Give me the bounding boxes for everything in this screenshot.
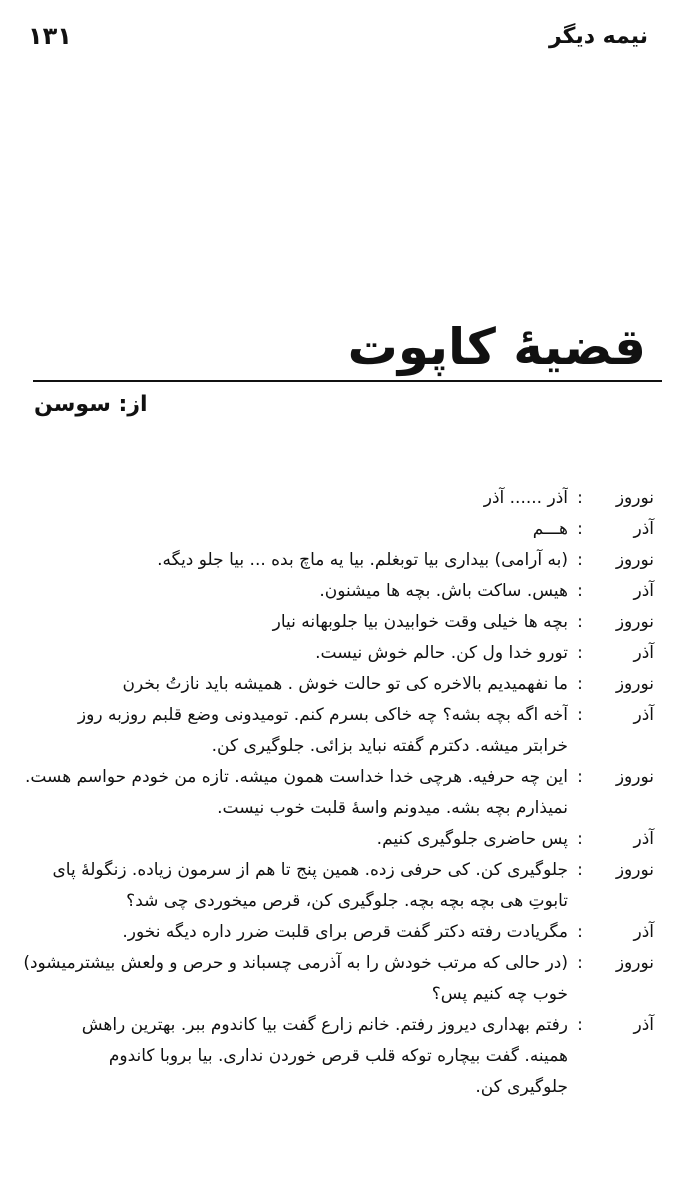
dialogue-text: جلوگیری کن. کی حرفی زده. همین پنج تا هم از سرمون زیاده. زنگولهٔ پای (52, 860, 568, 880)
dialogue-turn (14, 917, 654, 948)
dialogue-line (14, 1072, 654, 1103)
speaker-name: نوروز (615, 860, 654, 880)
dialogue-line (14, 669, 654, 700)
speaker-name: نوروز (615, 488, 654, 508)
speaker-name: نوروز (615, 767, 654, 787)
dialogue-turn (14, 576, 654, 607)
speaker-colon: : (577, 643, 583, 663)
title-divider (33, 380, 662, 382)
story-title: قضیهٔ کاپوت (347, 318, 646, 376)
speaker-name: آذر (633, 829, 654, 849)
dialogue-text: همینه. گفت بیچاره توکه قلب قرص خوردن نداری. بیا بروبا کاندوم (108, 1046, 568, 1066)
dialogue-line (14, 514, 654, 545)
dialogue-line (14, 607, 654, 638)
dialogue-turn (14, 669, 654, 700)
dialogue-text: هـــم (532, 519, 568, 539)
dialogue-line (14, 545, 654, 576)
dialogue-line (14, 762, 654, 793)
speaker-name: نوروز (615, 674, 654, 694)
dialogue-line (14, 1010, 654, 1041)
running-header-title: نیمه دیگر (548, 24, 648, 49)
speaker-name: آذر (633, 643, 654, 663)
dialogue-turn (14, 824, 654, 855)
dialogue-line (14, 886, 654, 917)
dialogue-text: بچه ها خیلی وقت خوابیدن بیا جلوبهانه نیار (272, 612, 568, 632)
speaker-colon: : (577, 705, 583, 725)
dialogue-line (14, 824, 654, 855)
dialogue-line (14, 700, 654, 731)
dialogue-turn (14, 855, 654, 917)
dialogue-line (14, 731, 654, 762)
speaker-name: آذر (633, 922, 654, 942)
dialogue-turn (14, 762, 654, 824)
dialogue-text: جلوگیری کن. (475, 1077, 568, 1097)
speaker-colon: : (577, 860, 583, 880)
speaker-colon: : (577, 767, 583, 787)
dialogue-turn (14, 1010, 654, 1103)
dialogue-turn (14, 700, 654, 762)
speaker-colon: : (577, 922, 583, 942)
speaker-name: آذر (633, 1015, 654, 1035)
speaker-colon: : (577, 581, 583, 601)
dialogue-text: مگریادت رفته دکتر گفت قرص برای قلبت ضرر داره دیگه نخور. (122, 922, 568, 942)
story-author: از: سوسن (34, 392, 148, 417)
dialogue-turn (14, 514, 654, 545)
dialogue-text: خرابتر میشه. دکترم گفته نباید بزائی. جلوگیری کن. (211, 736, 568, 756)
dialogue-line (14, 483, 654, 514)
speaker-colon: : (577, 829, 583, 849)
dialogue-line (14, 793, 654, 824)
speaker-colon: : (577, 612, 583, 632)
dialogue-text: این چه حرفیه. هرچی خدا خداست همون میشه. تازه من خودم حواسم هست. (24, 767, 568, 787)
dialogue-text: هیس. ساکت باش. بچه ها میشنون. (319, 581, 568, 601)
dialogue-line (14, 576, 654, 607)
speaker-name: آذر (633, 519, 654, 539)
dialogue-turn (14, 483, 654, 514)
dialogue-turn (14, 545, 654, 576)
dialogue-line (14, 1041, 654, 1072)
speaker-colon: : (577, 550, 583, 570)
speaker-name: نوروز (615, 612, 654, 632)
dialogue-text: آخه اگه بچه بشه؟ چه خاکی بسرم کنم. تومیدونی وضع قلبم روزبه روز (77, 705, 568, 725)
speaker-colon: : (577, 674, 583, 694)
dialogue-line (14, 638, 654, 669)
dialogue-text: تورو خدا ول کن. حالم خوش نیست. (315, 643, 568, 663)
speaker-colon: : (577, 1015, 583, 1035)
dialogue-turn (14, 948, 654, 1010)
dialogue-text: ما نفهمیدیم بالاخره کی تو حالت خوش . همیشه باید نازتُ بخرن (122, 674, 568, 694)
speaker-name: نوروز (615, 953, 654, 973)
dialogue-text: (در حالی که مرتب خودش را به آذرمی چسباند و حرص و ولعش بیشترمیشود) (23, 953, 568, 973)
page-number: ۱۳۱ (28, 22, 72, 50)
dialogue-text: تابوتِ هی بچه بچه بچه. جلوگیری کن، قرص میخوردی چی شد؟ (126, 891, 568, 911)
dialogue-text: خوب چه کنیم پس؟ (431, 984, 568, 1004)
dialogue-line (14, 855, 654, 886)
dialogue-text: پس حاضری جلوگیری کنیم. (376, 829, 568, 849)
dialogue-turn (14, 638, 654, 669)
dialogue-turn (14, 607, 654, 638)
speaker-colon: : (577, 953, 583, 973)
dialogue-line (14, 948, 654, 979)
speaker-name: آذر (633, 581, 654, 601)
speaker-colon: : (577, 488, 583, 508)
speaker-name: آذر (633, 705, 654, 725)
dialogue-text: آذر ...... آذر (483, 488, 568, 508)
speaker-name: نوروز (615, 550, 654, 570)
dialogue-block (14, 483, 654, 1103)
dialogue-line (14, 979, 654, 1010)
dialogue-text: رفتم بهداری دیروز رفتم. خانم زارع گفت بیا کاندوم ببر. بهترین راهش (81, 1015, 568, 1035)
dialogue-text: نمیذارم بچه بشه. میدونم واسهٔ قلبت خوب نیست. (217, 798, 568, 818)
dialogue-line (14, 917, 654, 948)
dialogue-text: (به آرامی) بیداری بیا توبغلم. بیا یه ماچ بده ... بیا جلو دیگه. (157, 550, 568, 570)
speaker-colon: : (577, 519, 583, 539)
